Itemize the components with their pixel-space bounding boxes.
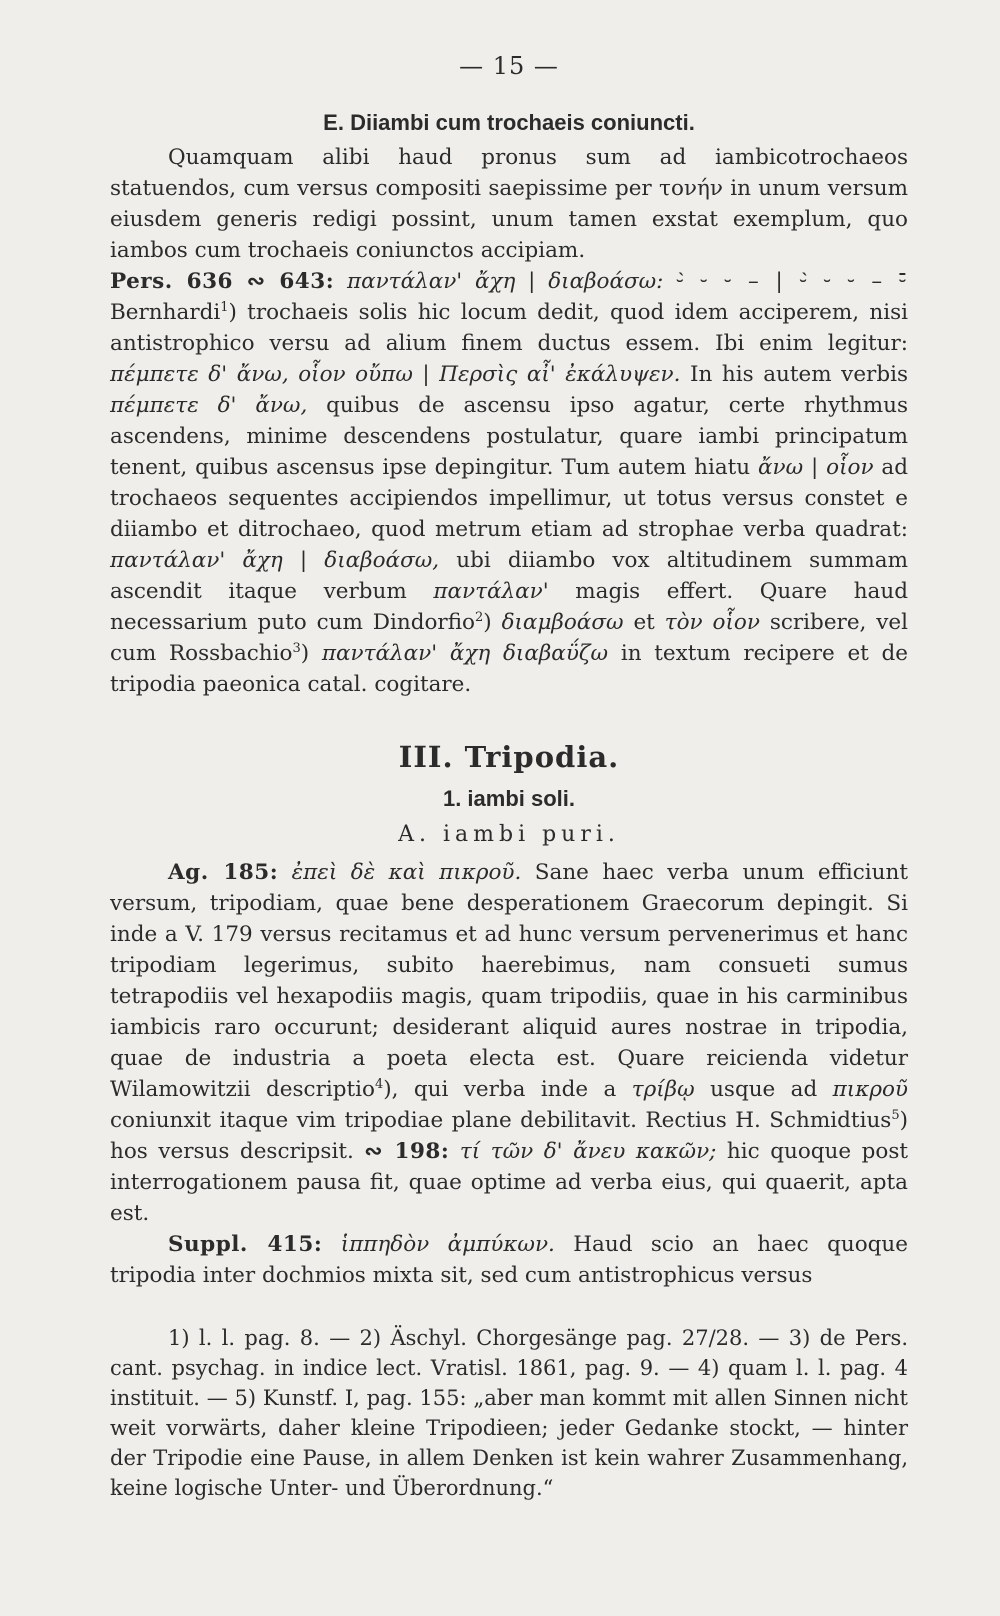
text-run: ) — [300, 641, 310, 666]
text-run: Haud scio an haec quoque tripodia inter dochmios mixta sit, sed cum antistrophicus versus — [110, 1232, 908, 1288]
text-run: ) hos versus descripsit. — [110, 1108, 908, 1164]
footnote-ref-1: 1 — [220, 299, 229, 315]
footnotes — [110, 1323, 908, 1503]
footnote-ref-2: 2 — [474, 609, 484, 625]
text-run: magis effert. Quare haud necessarium puto cum Dindorfio — [110, 579, 908, 635]
text-run: ) trochaeis solis hic locum dedit, quod idem acciperem, nisi antistrophico versu ad alium finem ductus essem. Ibi enim legitur: — [110, 300, 908, 356]
citation-suppl: Suppl. 415: — [168, 1232, 323, 1257]
section-heading-e: E. Diiambi cum trochaeis coniuncti. — [323, 110, 695, 135]
citation-pers: Pers. 636 ∾ 643: — [110, 269, 335, 294]
greek-quote: διαμβοάσω — [501, 610, 624, 635]
greek-quote: παντάλαν' — [433, 579, 549, 604]
text-run: ubi diiambo vox altitudinem summam ascendit itaque verbum — [110, 548, 909, 604]
text-run: usque ad — [710, 1077, 818, 1102]
greek-quote: πέμπετε δ' ἄνω, οἷον οὔπω | Περσὶς αἶ' ἐκάλυψεν. — [110, 362, 681, 387]
text-run: hic quoque post interrogationem pausa fit, quae optime ad verba eius, qui quaerit, apta est. — [110, 1139, 908, 1226]
paragraph-intro: Quamquam alibi haud pronus sum ad iambicotrochaeos statuendos, cum versus compositi saepissime per τονήν in unum versum eiusdem generis redigi possint, unum tamen exstat exemplum, quo iambos cum trochaeis coniunctos accipiam. — [110, 145, 908, 263]
text-run: ad trochaeos sequentes accipiendos impellimur, ut totus versus constet e diiambo et ditrochaeo, quod metrum etiam ad strophae verba quadrat: — [110, 455, 908, 542]
metrical-scheme: ⏑́ ⏑ ⏑ – | ⏑́ ⏑ ⏑ – ⏑̄ — [676, 269, 909, 294]
section-heading-iii: III. Tripodia. — [398, 740, 620, 774]
footnote-ref-4: 4 — [374, 1076, 384, 1092]
footnote-ref-3: 3 — [292, 640, 301, 656]
text-run: Sane haec verba unum efficiunt versum, tripodiam, quae bene desperationem Graecorum depingit. Si inde a V. 179 versus recitamus et ad hunc versum pervenerimus et hanc tripodiam legerimus, subito haerebimus, nam consueti sumus tetrapodiis vel hexapodiis magis, quam tripodiis, quae in his carminibus iambicis raro occurunt; desiderant aliquid aures nostrae in tripodia, quae de industria a poeta electa est. Quare reicienda videtur Wilamowitzii descriptio — [110, 860, 908, 1102]
paragraph-ag — [110, 857, 908, 1229]
greek-quote: τὸν οἷον — [664, 610, 760, 635]
citation-ag-198: ∾ 198: — [364, 1139, 450, 1164]
text-run: et — [633, 610, 655, 635]
greek-quote: παντάλαν' ἄχη διαβαΰζω — [321, 641, 609, 666]
paragraph-pers — [110, 266, 908, 700]
greek-quote: ἱππηδὸν ἀμπύκων. — [340, 1232, 555, 1257]
paragraph-suppl — [110, 1229, 908, 1291]
subheading-iambi-puri: A. iambi puri. — [398, 822, 620, 847]
subheading-iambi-soli: 1. iambi soli. — [442, 786, 576, 811]
greek-quote: πέμπετε δ' ἄνω, — [110, 393, 308, 418]
footnote-text: 1) l. l. pag. 8. — 2) Äschyl. Chorgesänge pag. 27/28. — 3) de Pers. cant. psychag. in indice lect. Vratisl. 1861, pag. 9. — 4) quam l. l. pag. 4 instituit. — 5) Kunstf. I, pag. 155: „aber man kommt mit allen Sinnen nicht weit vorwärts, daher kleine Tripodieen; jeder Gedanke stockt, — hinter der Tripodie eine Pause, in allem Denken ist kein wahrer Zusammenhang, keine logische Unter- und Überordnung.“ — [110, 1326, 908, 1500]
text-run: in textum recipere et de tripodia paeonica catal. cogitare. — [110, 641, 908, 697]
text-run: quibus de ascensu ipso agatur, certe rhythmus ascendens, minime descendens postulatur, quare iambi principatum tenent, quibus ascensus ipse depingitur. Tum autem hiatu — [110, 393, 908, 480]
page-number: — 15 — — [459, 52, 559, 80]
footnote-ref-5: 5 — [891, 1107, 900, 1123]
greek-quote: τρίβῳ — [631, 1077, 695, 1102]
greek-quote: ἄνω | οἷον — [758, 455, 874, 480]
text-run: In his autem verbis — [689, 362, 908, 387]
greek-quote: πικροῦ — [832, 1077, 908, 1102]
greek-quote: παντάλαν' ἄχη | διαβοάσω, — [110, 548, 440, 573]
greek-quote: ἐπεὶ δὲ καὶ πικροῦ. — [291, 860, 522, 885]
text-run: ) — [483, 610, 492, 635]
citation-ag: Ag. 185: — [168, 860, 279, 885]
text-run: scribere, vel cum Rossbachio — [110, 610, 909, 666]
text-run: ), qui verba inde a — [383, 1077, 617, 1102]
greek-quote: τί τῶν δ' ἄνευ κακῶν; — [459, 1139, 717, 1164]
text-run: coniunxit itaque vim tripodiae plane debilitavit. Rectius H. Schmidtius — [110, 1108, 892, 1133]
text-run: Bernhardi — [110, 300, 221, 325]
greek-quote: παντάλαν' ἄχη | διαβοάσω: — [346, 269, 664, 294]
